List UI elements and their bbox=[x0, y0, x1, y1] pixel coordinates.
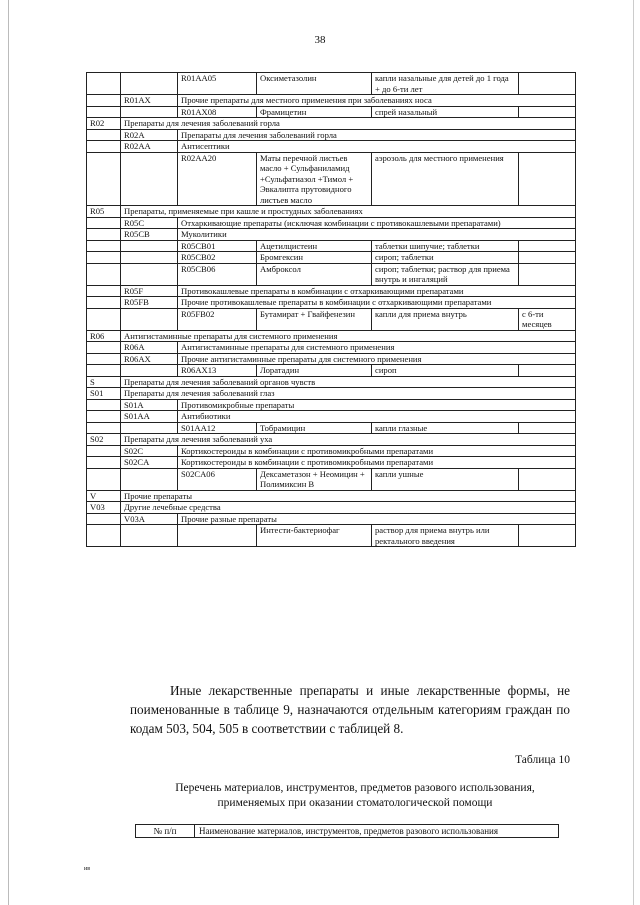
group-title: Прочие препараты для местного применения при заболеваниях носа bbox=[178, 95, 576, 107]
dosage-form: сироп; таблетки bbox=[372, 252, 519, 264]
col-num-header: № п/п bbox=[136, 825, 195, 838]
atc-code: R05CB02 bbox=[178, 252, 257, 264]
empty-cell bbox=[87, 525, 121, 547]
dosage-form: капли для приема внутрь bbox=[372, 308, 519, 330]
atc-code: S02C bbox=[121, 445, 178, 457]
group-title: Антигистаминные препараты для системного применения bbox=[178, 342, 576, 354]
empty-cell bbox=[87, 217, 121, 229]
table-caption: Перечень материалов, инструментов, предметов разового использования, применяемых при оказании стоматологической помощи bbox=[175, 782, 535, 809]
atc-code: R06AX13 bbox=[178, 365, 257, 377]
table-row bbox=[87, 73, 576, 95]
group-title: Препараты, применяемые при кашле и простудных заболеваниях bbox=[121, 206, 576, 218]
drug-name: Бромгексин bbox=[257, 252, 372, 264]
atc-code: R05C bbox=[121, 217, 178, 229]
empty-cell bbox=[121, 468, 178, 490]
scan-edge-left bbox=[8, 0, 9, 905]
dosage-form: сироп bbox=[372, 365, 519, 377]
atc-code: R05FB02 bbox=[178, 308, 257, 330]
atc-code: R02AA bbox=[121, 141, 178, 153]
atc-code: S02 bbox=[87, 434, 121, 446]
dosage-form: капли ушные bbox=[372, 468, 519, 490]
drug-name: Интести-бактериофаг bbox=[257, 525, 372, 547]
group-title: Препараты для лечения заболеваний уха bbox=[121, 434, 576, 446]
drug-name: Дексаметазон + Неомицин + Полимиксин В bbox=[257, 468, 372, 490]
group-title: Прочие антигистаминные препараты для системного применения bbox=[178, 353, 576, 365]
note-paragraph: Иные лекарственные препараты и иные лекарственные формы, не поименованные в таблице 9, назначаются отдельным категориям граждан по кодам 503, 504, 505 в соответствии с таблицей 8. bbox=[130, 683, 570, 736]
group-title: Кортикостероиды в комбинации с противомикробными препаратами bbox=[178, 445, 576, 457]
drug-name: Амброксол bbox=[257, 263, 372, 285]
drug-name: Оксиметазолин bbox=[257, 73, 372, 95]
table-row bbox=[87, 229, 576, 241]
empty-cell bbox=[87, 73, 121, 95]
drug-note bbox=[519, 73, 576, 95]
drug-name: Фрамицетин bbox=[257, 106, 372, 118]
empty-cell bbox=[87, 411, 121, 423]
table-row bbox=[87, 330, 576, 342]
empty-cell bbox=[121, 106, 178, 118]
dosage-form: капли глазные bbox=[372, 422, 519, 434]
drug-note bbox=[519, 365, 576, 377]
dosage-form: раствор для приема внутрь или ректального введения bbox=[372, 525, 519, 547]
atc-code: S02CA06 bbox=[178, 468, 257, 490]
atc-code: S02CA bbox=[121, 457, 178, 469]
atc-code: R01AX bbox=[121, 95, 178, 107]
group-title: Антибиотики bbox=[178, 411, 576, 423]
empty-cell bbox=[121, 308, 178, 330]
drug-note bbox=[519, 263, 576, 285]
dosage-form: капли назальные для детей до 1 года + до 6-ти лет bbox=[372, 73, 519, 95]
table-row bbox=[87, 434, 576, 446]
empty-cell bbox=[87, 468, 121, 490]
empty-cell bbox=[87, 106, 121, 118]
drug-note bbox=[519, 422, 576, 434]
group-title: Препараты для лечения заболеваний горла bbox=[121, 118, 576, 130]
empty-cell bbox=[87, 457, 121, 469]
drug-name: Бутамират + Гвайфенезин bbox=[257, 308, 372, 330]
atc-code: V03A bbox=[121, 513, 178, 525]
scan-edge-right bbox=[633, 0, 634, 905]
empty-cell bbox=[87, 308, 121, 330]
table-row bbox=[87, 490, 576, 502]
drug-note bbox=[519, 468, 576, 490]
dosage-form: аэрозоль для местного применения bbox=[372, 152, 519, 206]
drug-note bbox=[519, 525, 576, 547]
empty-cell bbox=[87, 229, 121, 241]
drug-table bbox=[86, 72, 576, 547]
atc-code: V bbox=[87, 490, 121, 502]
group-title: Препараты для лечения заболеваний органов чувств bbox=[121, 376, 576, 388]
group-title: Муколитики bbox=[178, 229, 576, 241]
atc-code: S bbox=[87, 376, 121, 388]
table-row bbox=[87, 263, 576, 285]
group-title: Прочие разные препараты bbox=[178, 513, 576, 525]
table-row bbox=[87, 217, 576, 229]
empty-cell bbox=[87, 263, 121, 285]
table-row bbox=[87, 513, 576, 525]
group-title: Прочие противокашлевые препараты в комбинации с отхаркивающими препаратами bbox=[178, 297, 576, 309]
empty-cell bbox=[121, 263, 178, 285]
table-row bbox=[87, 252, 576, 264]
table-row bbox=[87, 118, 576, 130]
table-row bbox=[87, 376, 576, 388]
drug-note bbox=[519, 106, 576, 118]
table-row bbox=[87, 308, 576, 330]
materials-table-header bbox=[135, 824, 559, 838]
table-row bbox=[87, 365, 576, 377]
table-row bbox=[87, 106, 576, 118]
atc-code: R05CB06 bbox=[178, 263, 257, 285]
group-title: Препараты для лечения заболеваний глаз bbox=[121, 388, 576, 400]
atc-code: S01AA12 bbox=[178, 422, 257, 434]
drug-note: с 6-ти месяцев bbox=[519, 308, 576, 330]
atc-code: R06A bbox=[121, 342, 178, 354]
table-row bbox=[87, 129, 576, 141]
empty-cell bbox=[87, 445, 121, 457]
drug-note bbox=[519, 240, 576, 252]
table-row bbox=[87, 468, 576, 490]
group-title: Антигистаминные препараты для системного применения bbox=[121, 330, 576, 342]
table-row bbox=[87, 285, 576, 297]
atc-code: R05CB bbox=[121, 229, 178, 241]
col-name-header: Наименование материалов, инструментов, предметов разового использования bbox=[195, 825, 559, 838]
empty-cell bbox=[121, 365, 178, 377]
atc-code: R06AX bbox=[121, 353, 178, 365]
atc-code: R05F bbox=[121, 285, 178, 297]
empty-cell bbox=[87, 353, 121, 365]
empty-cell bbox=[87, 95, 121, 107]
atc-code: R01AX08 bbox=[178, 106, 257, 118]
empty-cell bbox=[87, 141, 121, 153]
footer-mark: ив bbox=[84, 866, 91, 872]
table-row bbox=[87, 422, 576, 434]
drug-name: Ацетилцистеин bbox=[257, 240, 372, 252]
table-row bbox=[87, 457, 576, 469]
table-row bbox=[87, 399, 576, 411]
dosage-form: таблетки шипучие; таблетки bbox=[372, 240, 519, 252]
empty-cell bbox=[121, 525, 178, 547]
table-row bbox=[87, 353, 576, 365]
group-title: Противомикробные препараты bbox=[178, 399, 576, 411]
atc-code: R05FB bbox=[121, 297, 178, 309]
atc-code: R06 bbox=[87, 330, 121, 342]
table-row bbox=[87, 502, 576, 514]
empty-cell bbox=[121, 152, 178, 206]
empty-cell bbox=[87, 513, 121, 525]
atc-code: S01A bbox=[121, 399, 178, 411]
atc-code: R02AA20 bbox=[178, 152, 257, 206]
group-title: Антисептики bbox=[178, 141, 576, 153]
group-title: Другие лечебные средства bbox=[121, 502, 576, 514]
drug-name: Маты перечной листьев масло + Сульфаниламид +Сульфатиазол +Тимол + Эвкалипта прутовидного листьев масло bbox=[257, 152, 372, 206]
empty-cell bbox=[87, 252, 121, 264]
table-number: Таблица 10 bbox=[515, 754, 570, 766]
empty-cell bbox=[121, 252, 178, 264]
atc-code: V03 bbox=[87, 502, 121, 514]
empty-cell bbox=[87, 129, 121, 141]
empty-cell bbox=[87, 152, 121, 206]
table-row bbox=[87, 411, 576, 423]
table-row bbox=[87, 206, 576, 218]
drug-note bbox=[519, 252, 576, 264]
table-row bbox=[87, 342, 576, 354]
atc-code: S01 bbox=[87, 388, 121, 400]
dosage-form: спрей назальный bbox=[372, 106, 519, 118]
group-title: Препараты для лечения заболеваний горла bbox=[178, 129, 576, 141]
atc-code: R01AA05 bbox=[178, 73, 257, 95]
empty-cell bbox=[87, 342, 121, 354]
table-row bbox=[87, 388, 576, 400]
atc-code: R02 bbox=[87, 118, 121, 130]
table-row bbox=[87, 525, 576, 547]
table-row bbox=[87, 445, 576, 457]
atc-code: S01AA bbox=[121, 411, 178, 423]
atc-code bbox=[178, 525, 257, 547]
page-number: 38 bbox=[314, 34, 326, 46]
empty-cell bbox=[87, 240, 121, 252]
drug-note bbox=[519, 152, 576, 206]
atc-code: R05 bbox=[87, 206, 121, 218]
empty-cell bbox=[87, 399, 121, 411]
atc-code: R05CB01 bbox=[178, 240, 257, 252]
group-title: Кортикостероиды в комбинации с противомикробными препаратами bbox=[178, 457, 576, 469]
empty-cell bbox=[121, 422, 178, 434]
empty-cell bbox=[121, 73, 178, 95]
group-title: Противокашлевые препараты в комбинации с отхаркивающими препаратами bbox=[178, 285, 576, 297]
empty-cell bbox=[87, 297, 121, 309]
dosage-form: сироп; таблетки; раствор для приема внутрь и ингаляций bbox=[372, 263, 519, 285]
table-row bbox=[87, 240, 576, 252]
drug-name: Лоратадин bbox=[257, 365, 372, 377]
empty-cell bbox=[87, 422, 121, 434]
table-row bbox=[87, 152, 576, 206]
group-title: Отхаркивающие препараты (исключая комбинации с противокашлевыми препаратами) bbox=[178, 217, 576, 229]
table-row bbox=[87, 95, 576, 107]
empty-cell bbox=[87, 365, 121, 377]
empty-cell bbox=[87, 285, 121, 297]
atc-code: R02A bbox=[121, 129, 178, 141]
drug-name: Тобрамицин bbox=[257, 422, 372, 434]
table-row bbox=[87, 297, 576, 309]
group-title: Прочие препараты bbox=[121, 490, 576, 502]
empty-cell bbox=[121, 240, 178, 252]
table-row bbox=[87, 141, 576, 153]
